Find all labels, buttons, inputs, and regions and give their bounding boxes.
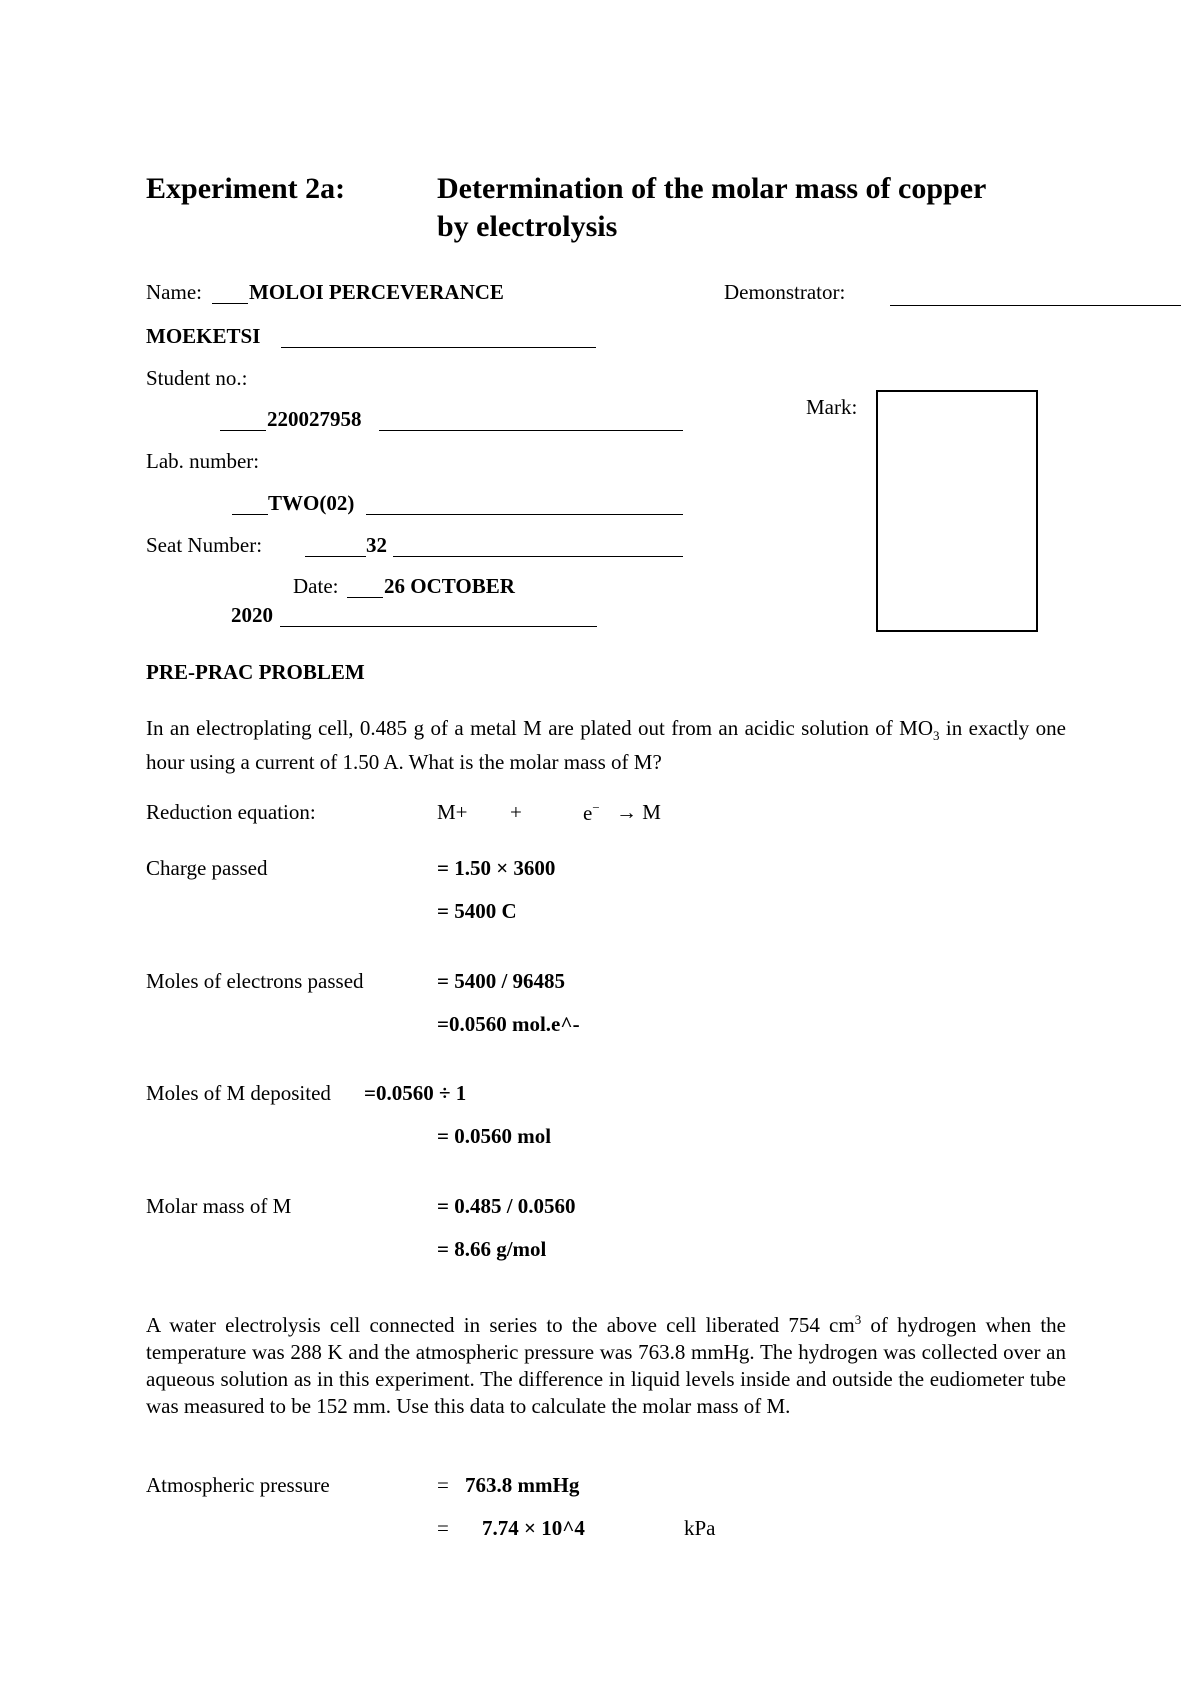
moles-m-line2: = 0.0560 mol bbox=[437, 1124, 552, 1148]
electrons-label: Moles of electrons passed bbox=[146, 969, 364, 993]
atmospheric-eq2: = bbox=[437, 1516, 449, 1540]
mark-label: Mark: bbox=[806, 395, 858, 419]
atmospheric-unit2: kPa bbox=[684, 1516, 716, 1540]
student-no-label: Student no.: bbox=[146, 366, 248, 390]
charge-label: Charge passed bbox=[146, 856, 268, 880]
molar-mass-line2: = 8.66 g/mol bbox=[437, 1237, 547, 1261]
atmospheric-value2: 7.74 × 10^4 bbox=[482, 1516, 585, 1540]
reduction-plus: + bbox=[510, 800, 522, 824]
date-value-line2: 2020 bbox=[231, 603, 273, 627]
moles-m-line1: =0.0560 ÷ 1 bbox=[364, 1081, 467, 1105]
lab-number-value: TWO(02) bbox=[268, 491, 355, 515]
date-underline-trail bbox=[280, 626, 597, 627]
demonstrator-label: Demonstrator: bbox=[724, 280, 846, 304]
date-value-line1: 26 OCTOBER bbox=[384, 574, 515, 598]
reduction-label: Reduction equation: bbox=[146, 800, 316, 824]
mark-box bbox=[876, 390, 1038, 632]
reduction-term1: M+ bbox=[437, 800, 468, 824]
seat-number-value: 32 bbox=[366, 533, 387, 557]
name-underline-trail bbox=[281, 347, 596, 348]
seat-number-underline-lead bbox=[305, 556, 366, 557]
name-underline-lead bbox=[212, 303, 248, 304]
lab-number-label: Lab. number: bbox=[146, 449, 260, 473]
molar-mass-label: Molar mass of M bbox=[146, 1194, 292, 1218]
molar-mass-line1: = 0.485 / 0.0560 bbox=[437, 1194, 576, 1218]
charge-line1: = 1.50 × 3600 bbox=[437, 856, 556, 880]
student-no-underline-trail bbox=[379, 430, 683, 431]
section-heading: PRE-PRAC PROBLEM bbox=[146, 660, 365, 684]
seat-number-label: Seat Number: bbox=[146, 533, 263, 557]
date-underline-lead bbox=[347, 597, 383, 598]
name-value-line2: MOEKETSI bbox=[146, 324, 261, 348]
atmospheric-value1: 763.8 mmHg bbox=[465, 1473, 580, 1497]
hydrogen-problem-statement: A water electrolysis cell connected in series to the above cell liberated 754 $cm^3$ of hydrogen when the temperature was 288 K and the atmospheric pressure was 763.8 mmHg. The hydrogen was collected over an aqueous solution as in this experiment. The difference in liquid levels inside and outside the eudiometer tube was measured to be 152 mm. Use this data to calculate the molar mass of M. bbox=[146, 1312, 1066, 1418]
electrons-line2: =0.0560 mol.e^- bbox=[437, 1012, 580, 1036]
demonstrator-field-line bbox=[890, 305, 1181, 306]
name-label: Name: bbox=[146, 280, 202, 304]
electrons-line1: = 5400 / 96485 bbox=[437, 969, 566, 993]
atmospheric-eq1: = bbox=[437, 1473, 449, 1497]
seat-number-underline-trail bbox=[393, 556, 683, 557]
date-label: Date: bbox=[293, 574, 339, 598]
reduction-product: → M bbox=[616, 800, 661, 824]
name-value-line1: MOLOI PERCEVERANCE bbox=[249, 280, 504, 304]
moles-m-label: Moles of M deposited bbox=[146, 1081, 331, 1105]
page-title-line1: Determination of the molar mass of copper bbox=[437, 172, 987, 205]
page-title-line2: by electrolysis bbox=[437, 210, 618, 243]
lab-number-underline-trail bbox=[366, 514, 683, 515]
reduction-electron: e− bbox=[583, 800, 600, 825]
atmospheric-label: Atmospheric pressure bbox=[146, 1473, 330, 1497]
problem-statement: In an electroplating cell, 0.485 g of a metal M are plated out from an acidic solution of $MO_3$ in exactly one hour using a current of 1.50 A. What is the molar mass of M? bbox=[146, 716, 1066, 775]
experiment-label: Experiment 2a: bbox=[146, 172, 346, 205]
student-no-underline-lead bbox=[220, 430, 266, 431]
student-no-value: 220027958 bbox=[267, 407, 362, 431]
charge-line2: = 5400 C bbox=[437, 899, 517, 923]
lab-number-underline-lead bbox=[232, 514, 268, 515]
